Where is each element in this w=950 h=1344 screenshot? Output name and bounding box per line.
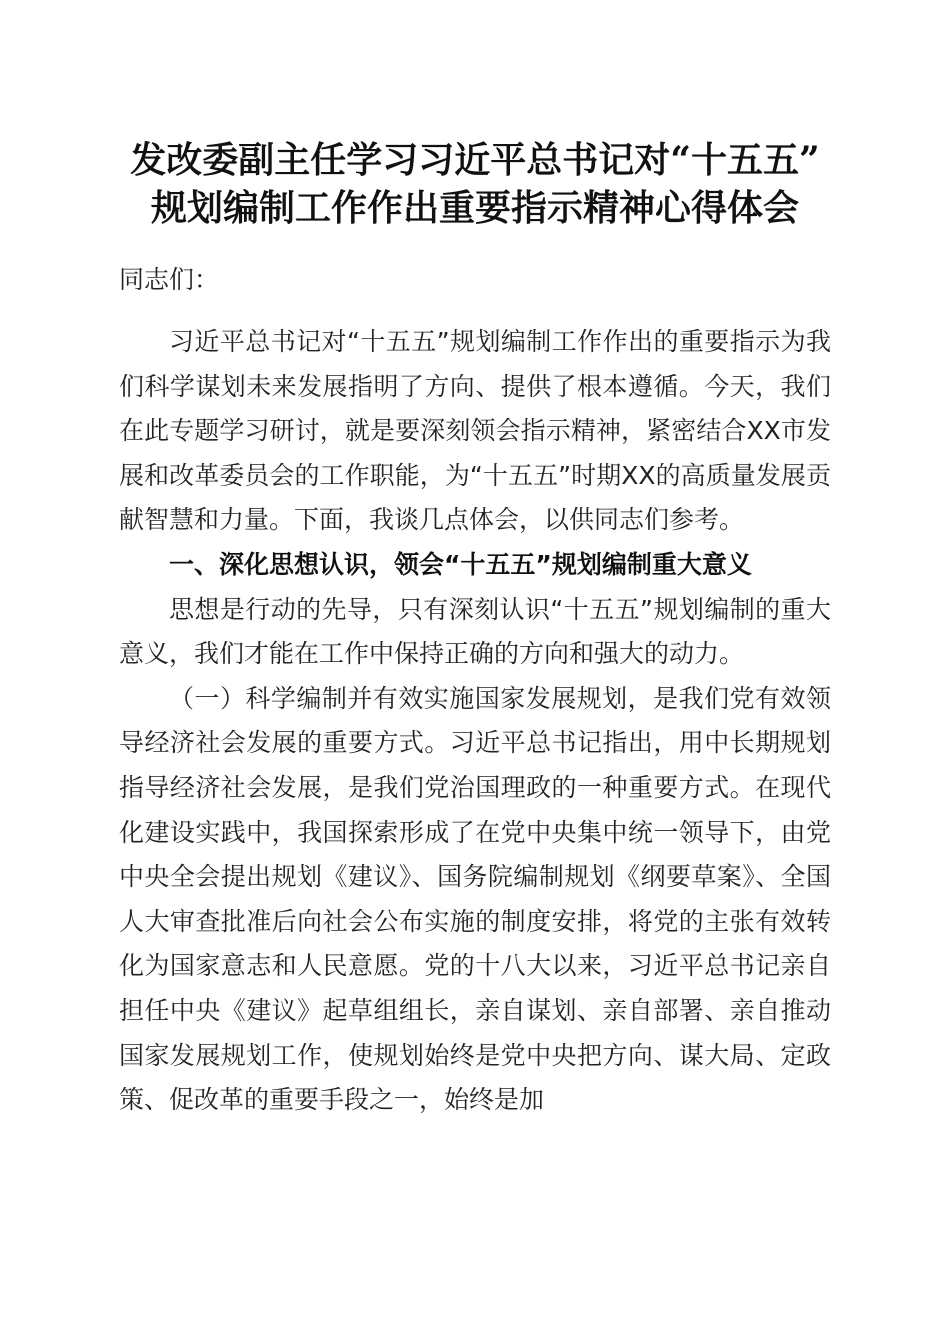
section-1-intro-paragraph: 思想是行动的先导，只有深刻认识“十五五”规划编制的重大意义，我们才能在工作中保持正确的方向和强大的动力。 [119, 594, 831, 669]
salutation: 同志们： [119, 265, 220, 294]
section-heading-1: 一、深化思想认识，领会“十五五”规划编制重大意义 [169, 549, 752, 579]
document-body [119, 320, 831, 1123]
intro-paragraph: 习近平总书记对“十五五”规划编制工作作出的重要指示为我们科学谋划未来发展指明了方向、提供了根本遵循。今天，我们在此专题学习研讨，就是要深刻领会指示精神，紧密结合XX市发展和改革委员会的工作职能，为“十五五”时期XX的高质量发展贡献智慧和力量。下面，我谈几点体会，以供同志们参考。 [119, 327, 831, 535]
section-1-point-1-paragraph: （一）科学编制并有效实施国家发展规划，是我们党有效领导经济社会发展的重要方式。习近平总书记指出，用中长期规划指导经济社会发展，是我们党治国理政的一种重要方式。在现代化建设实践中，我国探索形成了在党中央集中统一领导下，由党中央全会提出规划《建议》、国务院编制规划《纲要草案》、全国人大审查批准后向社会公布实施的制度安排，将党的主张有效转化为国家意志和人民意愿。党的十八大以来，习近平总书记亲自担任中央《建议》起草组组长，亲自谋划、亲自部署、亲自推动国家发展规划工作，使规划始终是党中央把方向、谋大局、定政策、促改革的重要手段之一，始终是加 [119, 683, 831, 1115]
document-title-line-1: 发改委副主任学习习近平总书记对“十五五” [130, 139, 820, 181]
document-title-line-2: 规划编制工作作出重要指示精神心得体会 [150, 187, 799, 229]
